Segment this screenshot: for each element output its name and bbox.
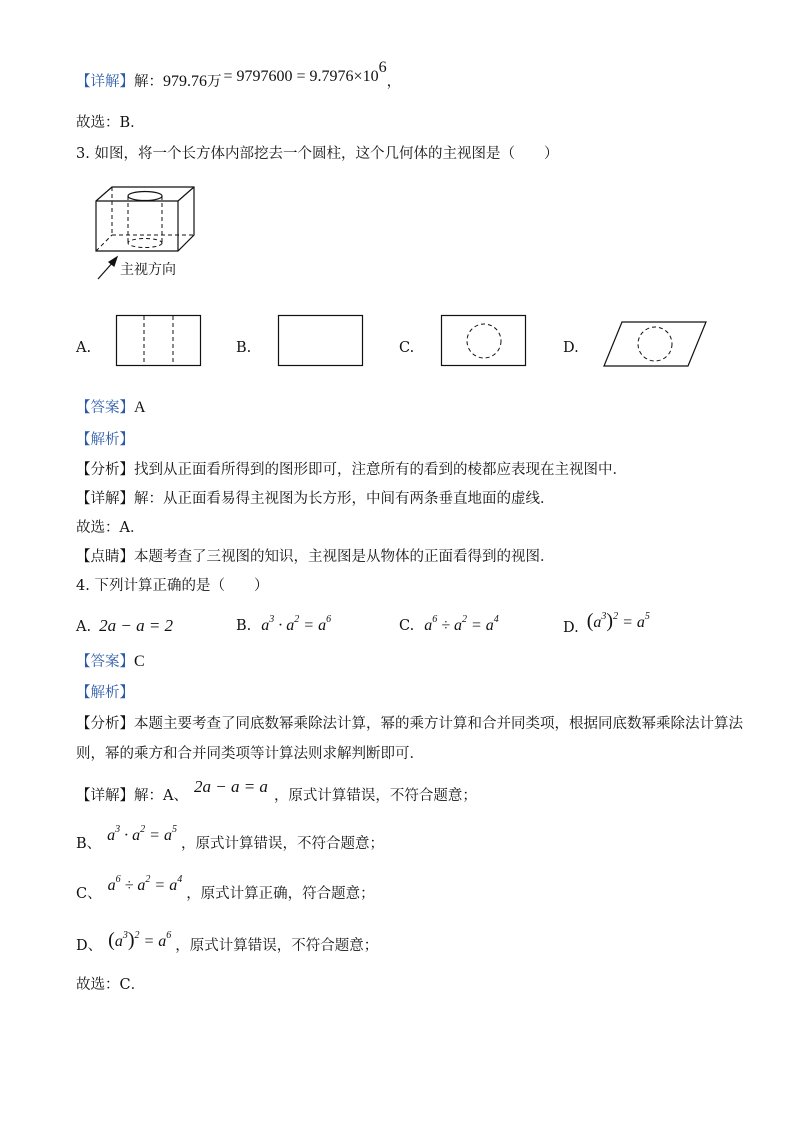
detail-c-expr-q4: $a^6 \div a^2 = a^4$ [107, 874, 183, 894]
answer-tag-q3: 【答案】 [76, 400, 134, 416]
detail-c-verdict: ，原式计算正确，符合题意； [186, 886, 375, 902]
option-a-label-q4: A. [76, 619, 92, 635]
value-exp: 6 [378, 59, 387, 76]
detail-line-q2 [76, 59, 402, 92]
analysis-text-q4-1: 本题主要考查了同底数幂乘除法计算，幂的乘方计算和合并同类项，根据同底数幂乘除法计算法 [134, 716, 743, 732]
detail-d-verdict: ，原式计算错误，不符合题意； [175, 938, 379, 954]
option-c-label-q3: C. [399, 340, 415, 356]
value-b: = 9797600 = 9.7976×10 [223, 68, 379, 85]
option-d-label-q3: D. [563, 340, 579, 356]
detail-a-expr-q4: 2a − a = a [193, 777, 268, 796]
answer-value-q4: C [134, 653, 145, 670]
analysis-q3 [76, 460, 627, 480]
analysis-tag-q3: 【解析】 [76, 432, 134, 448]
comment-q3 [76, 547, 555, 567]
choose-q2: 故选：B． [76, 115, 145, 131]
detail-q4-b [76, 824, 384, 854]
detail-b-label: B、 [76, 836, 102, 852]
option-c-expr-q4: $a^6 \div a^2 = a^4$ [424, 614, 499, 634]
option-b-q4 [236, 616, 331, 636]
question-3: 3. 如图，将一个长方体内部挖去一个圆柱，这个几何体的主视图是（ ） [76, 146, 559, 162]
detail-text-q3: 解：从正面看易得主视图为长方形，中间有两条垂直地面的虚线． [134, 491, 555, 507]
analysis-tag-q4: 【解析】 [76, 685, 134, 701]
option-d-figure [604, 320, 708, 368]
option-a-figure [116, 315, 202, 367]
option-a-label-q3: A. [76, 340, 92, 356]
detail-q4-d [76, 929, 379, 956]
analysis-text-q3: 找到从正面看所得到的图形即可，注意所有的看到的棱都应表现在主视图中． [134, 462, 627, 478]
unit-wan: 万 [207, 74, 222, 90]
detail-b-expr-q4: $a^3 \cdot a^2 = a^5$ [107, 824, 177, 844]
question-4: 4. 下列计算正确的是（ ） [76, 578, 269, 594]
detail-tag: 【详解】 [76, 74, 134, 90]
option-c-label-q4: C. [399, 618, 415, 634]
option-b-expr-q4: $a^3 \cdot a^2 = a^6$ [261, 614, 332, 634]
detail-prefix-q4: 解：A、 [134, 788, 188, 804]
value-a: 979.76 [163, 73, 207, 90]
detail-q4-a [76, 777, 477, 806]
detail-c-label: C、 [76, 886, 102, 902]
option-b-figure [278, 315, 364, 367]
detail-prefix: 解： [134, 74, 163, 90]
analysis-q4-line2: 则，幂的乘方和合并同类项等计算法则求解判断即可． [76, 746, 424, 762]
comment-label-q3: 【点睛】 [76, 549, 134, 565]
choose-q4: 故选：C． [76, 977, 146, 993]
detail-q3 [76, 489, 555, 509]
answer-tag-q4: 【答案】 [76, 654, 134, 670]
option-a-q4 [76, 616, 173, 637]
option-b-label-q4: B. [236, 618, 252, 634]
option-c-q4 [399, 616, 499, 636]
option-d-q4 [563, 610, 650, 638]
view-direction-label: 主视方向 [120, 262, 176, 278]
option-d-expr-q4: $(a^3)^2 = a^5$ [586, 610, 650, 632]
detail-d-label: D、 [76, 938, 103, 954]
detail-tail: ， [386, 74, 402, 90]
answer-q3 [76, 398, 146, 418]
option-d-label-q4: D. [563, 620, 579, 636]
detail-label-q4: 【详解】 [76, 788, 134, 804]
analysis-label-q3: 【分析】 [76, 462, 134, 478]
option-b-label-q3: B. [236, 340, 252, 356]
comment-text-q3: 本题考查了三视图的知识，主视图是从物体的正面看得到的视图． [134, 549, 555, 565]
detail-a-verdict: ，原式计算错误，不符合题意； [273, 788, 477, 804]
detail-b-verdict: ，原式计算错误，不符合题意； [180, 836, 384, 852]
answer-q4 [76, 652, 145, 672]
option-a-expr-q4: 2a − a = 2 [99, 616, 174, 635]
choose-q3: 故选：A． [76, 520, 145, 536]
answer-value-q3: A [134, 399, 146, 416]
detail-label-q3: 【详解】 [76, 491, 134, 507]
analysis-q4-line1 [76, 714, 743, 734]
analysis-label-q4: 【分析】 [76, 716, 134, 732]
detail-q4-c [76, 874, 375, 904]
detail-d-expr-q4: $(a^3)^2 = a^6$ [108, 929, 172, 951]
option-c-figure [441, 315, 527, 367]
